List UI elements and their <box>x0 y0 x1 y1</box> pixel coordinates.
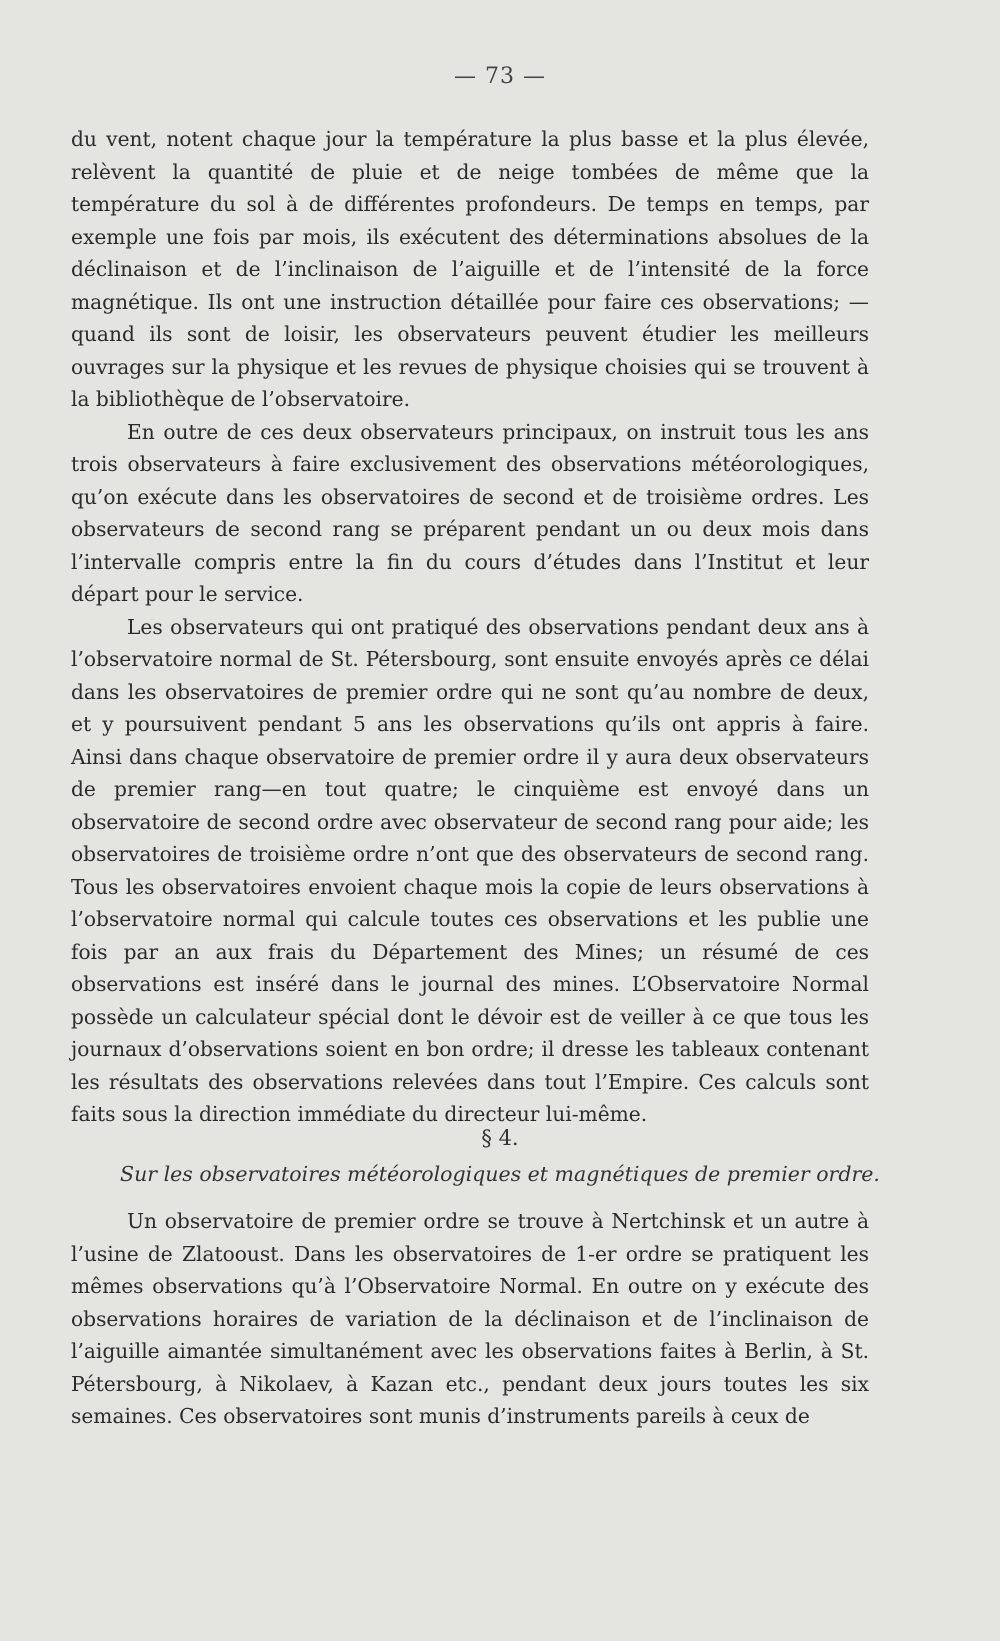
section-number: § 4. <box>481 1126 519 1150</box>
paragraph: du vent, notent chaque jour la température la plus basse et la plus élevée, relèvent la quantité de pluie et de neige tombées de même que la température du sol à de différentes profondeurs. De temps en temps, par exemple une fois par mois, ils exécutent des déterminations absolues de la déclinaison et de l’inclinaison de l’aiguille et de l’intensité de la force magnétique. Ils ont une instruction détaillée pour faire ces observations; — quand ils sont de loisir, les observateurs peuvent étudier les meilleurs ouvrages sur la physique et les revues de physique choisies qui se trouvent à la bibliothèque de l’observatoire. <box>71 127 869 411</box>
paragraph: Un observatoire de premier ordre se trouve à Nertchinsk et un autre à l’usine de Zlatooust. Dans les observatoires de 1-er ordre se pratiquent les mêmes observations qu’à l’Observatoire Normal. En outre on y exécute des observations horaires de variation de la déclinaison et de l’inclinaison de l’aiguille aimantée simultanément avec les observations faites à Berlin, à St. Pétersbourg, à Nikolaev, à Kazan etc., pendant deux jours toutes les six semaines. Ces observatoires sont munis d’instruments pareils à ceux de <box>71 1209 869 1428</box>
body-text-before-section <box>71 123 869 1131</box>
section-title: Sur les observatoires météorologiques et magnétiques de premier ordre. <box>120 1162 880 1186</box>
paragraph: Les observateurs qui ont pratiqué des observations pendant deux ans à l’observatoire normal de St. Pétersbourg, sont ensuite envoyés après ce délai dans les observatoires de premier ordre qui ne sont qu’au nombre de deux, et y poursuivent pendant 5 ans les observations qu’ils ont appris à faire. Ainsi dans chaque observatoire de premier ordre il y aura deux observateurs de premier rang—en tout quatre; le cinquième est envoyé dans un observatoire de second ordre avec observateur de second rang pour aide; les observatoires de troisième ordre n’ont que des observateurs de second rang. Tous les observatoires envoient chaque mois la copie de leurs observations à l’observatoire normal qui calcule toutes ces observations et les publie une fois par an aux frais du Département des Mines; un résumé de ces observations est inséré dans le journal des mines. L’Observatoire Normal possède un calculateur spécial dont le dévoir est de veiller à ce que tous les journaux d’observations soient en bon ordre; il dresse les tableaux contenant les résultats des observations relevées dans tout l’Empire. Ces calculs sont faits sous la direction immédiate du directeur lui-même. <box>71 614 869 1126</box>
page-number: — 73 — <box>454 64 546 89</box>
body-text-after-section <box>71 1205 869 1433</box>
paragraph: En outre de ces deux observateurs principaux, on instruit tous les ans trois observateurs à faire exclusivement des observations météorologiques, qu’on exécute dans les observatoires de second et de troisième ordres. Les observateurs de second rang se préparent pendant un ou deux mois dans l’intervalle compris entre la fin du cours d’études dans l’Institut et leur départ pour le service. <box>71 419 869 606</box>
